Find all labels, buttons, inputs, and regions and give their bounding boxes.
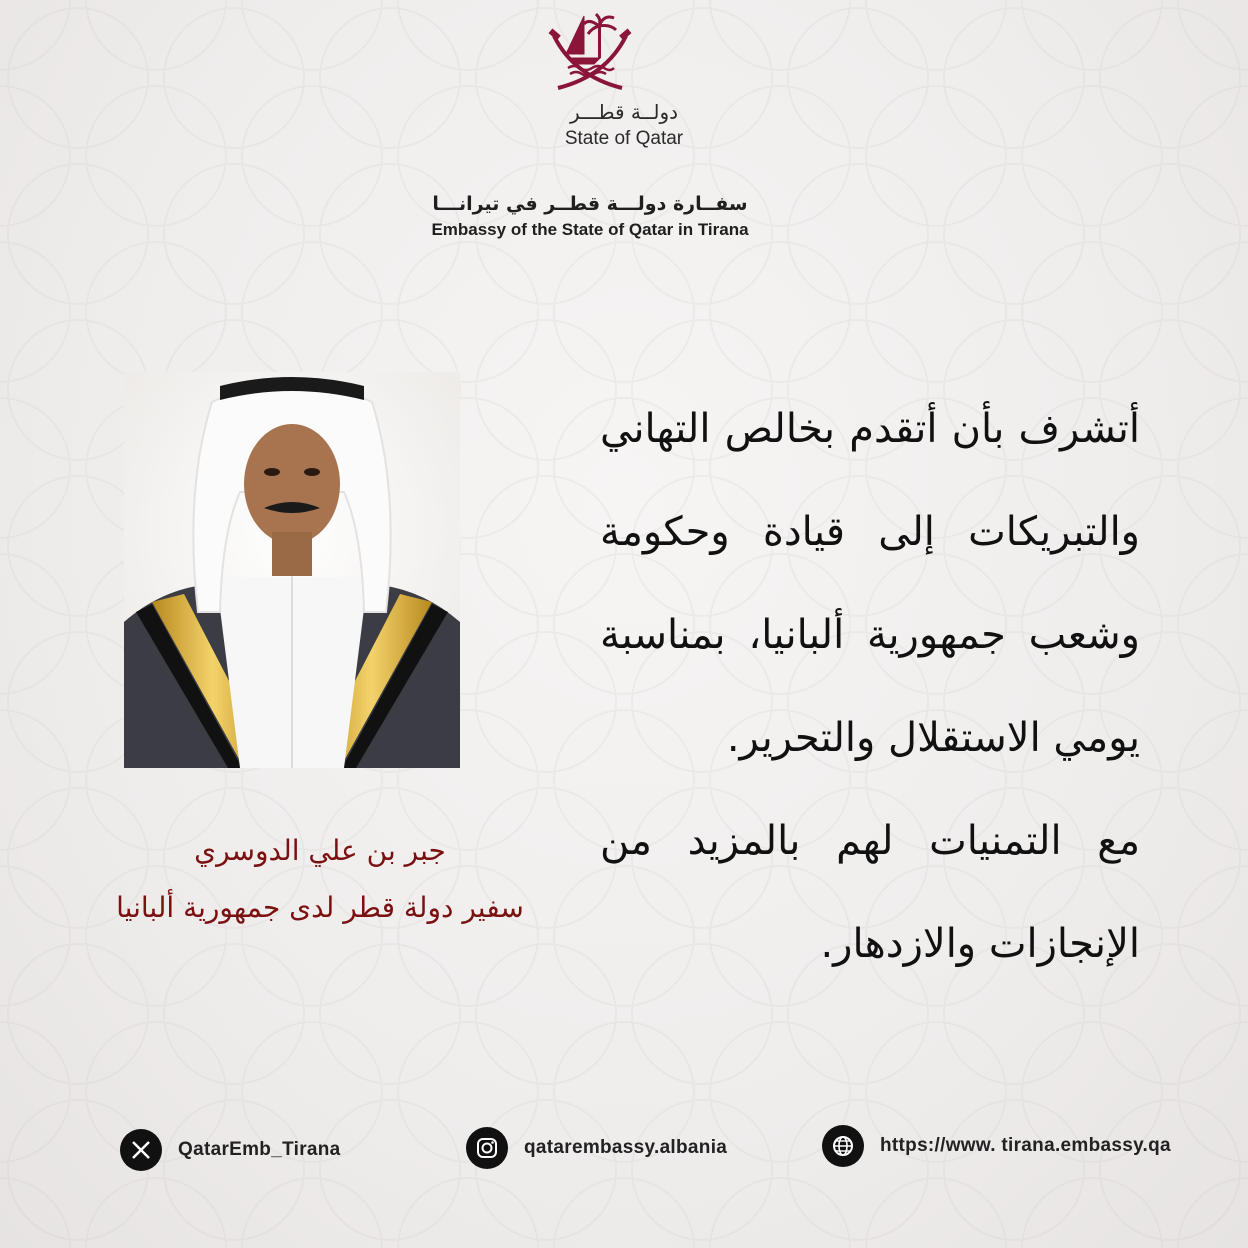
globe-icon <box>822 1125 864 1167</box>
qatar-emblem <box>544 6 636 98</box>
social-instagram[interactable] <box>466 1127 727 1169</box>
ambassador-title: سفير دولة قطر لدى جمهورية ألبانيا <box>116 891 524 924</box>
instagram-handle[interactable]: qatarembassy.albania <box>524 1137 728 1158</box>
instagram-icon <box>466 1127 508 1169</box>
state-name-english: State of Qatar <box>564 128 684 149</box>
social-x[interactable] <box>120 1129 341 1171</box>
embassy-name-arabic: سفــارة دولـــة قطــر في تيرانـــا <box>432 193 748 215</box>
state-name-arabic: دولــة قطـــر <box>569 100 679 124</box>
congratulation-message <box>600 378 1140 996</box>
website-link[interactable]: https://www. tirana.embassy.qa <box>880 1135 1171 1156</box>
ambassador-portrait <box>124 372 460 768</box>
embassy-name-english: Embassy of the State of Qatar in Tirana <box>431 220 749 239</box>
social-website[interactable] <box>822 1125 1171 1167</box>
message-paragraph-2: مع التمنيات لهم بالمزيد من الإنجازات والازدهار. <box>600 818 1140 967</box>
ambassador-name: جبر بن علي الدوسري <box>194 834 446 867</box>
x-icon <box>120 1129 162 1171</box>
message-paragraph-1: أتشرف بأن أتقدم بخالص التهاني والتبريكات إلى قيادة وحكومة وشعب جمهورية ألبانيا، بمناسبة يومي الاستقلال والتحرير. <box>600 406 1140 761</box>
x-handle[interactable]: QatarEmb_Tirana <box>178 1139 341 1160</box>
